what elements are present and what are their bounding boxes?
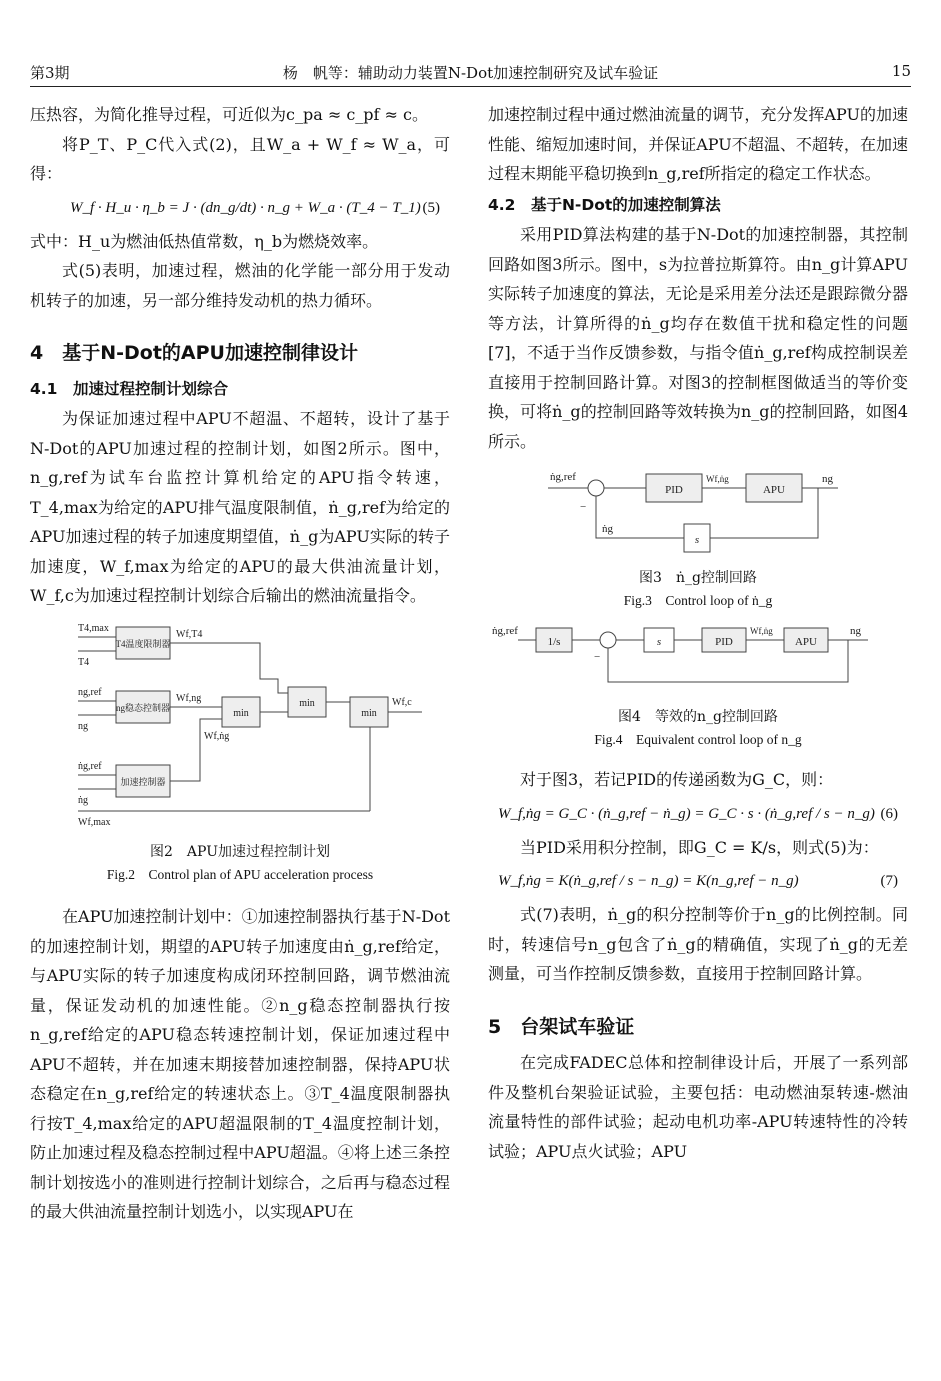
subsection-heading: 4.1 加速过程控制计划综合 bbox=[30, 379, 228, 398]
summing-junction bbox=[588, 480, 604, 496]
figure-3-caption-cn: 图3 ṅ_g控制回路 bbox=[639, 569, 757, 586]
paragraph: 将P_T、P_C代入式(2)，且W_a + W_f ≈ W_a，可得： bbox=[30, 134, 450, 183]
paragraph: 式(5)表明，加速过程，燃油的化学能一部分用于发动机转子的加速，另一部分维持发动机的热力循环。 bbox=[30, 261, 450, 310]
equation-7 bbox=[488, 862, 908, 900]
fig2-input-ndotref: ṅg,ref bbox=[78, 760, 102, 772]
running-title: 杨 帆等：辅助动力装置N-Dot加速控制研究及试车验证 bbox=[282, 64, 659, 82]
paragraph: 为保证加速过程中APU不超温、不超转，设计了基于N-Dot的APU加速过程的控制计划，如图2所示。图中，n_g,ref为试车台监控计算机给定的APU指令转速，T_4,max为给定的APU排气温度限制值，ṅ_g,ref为给定的APU加速过程的转子加速度期望值，ṅ_g为APU实际的转子加速度，W_f,max为给定的APU的最大供油流量计划，W_f,c为加速过程控制计划综合后输出的燃油流量指令。 bbox=[30, 409, 450, 605]
section-heading: 5 台架试车验证 bbox=[488, 1015, 635, 1038]
fig4-pid-label: PID bbox=[715, 635, 733, 648]
paragraph: 在完成FADEC总体和控制律设计后，开展了一系列部件及整机台架验证试验，主要包括：电动燃油泵转速-燃油流量特性的部件试验；起动电机功率-APU转速特性的冷转试验；APU点火试验；APU bbox=[488, 1053, 908, 1161]
summing-junction bbox=[600, 632, 616, 648]
equation-body: W_f,ṅg = G_C · (ṅ_g,ref − ṅ_g) = G_C · s · (ṅ_g,ref / s − n_g) bbox=[498, 805, 875, 822]
fig2-signal-wfc: Wf,c bbox=[392, 696, 412, 708]
paragraph: 当PID采用积分控制，即G_C = K/s，则式(5)为： bbox=[520, 837, 879, 857]
running-header bbox=[30, 58, 911, 87]
paragraph: 采用PID算法构建的基于N-Dot的加速控制器，其控制回路如图3所示。图中，s为拉普拉斯算符。由n_g计算APU实际转子加速度的算法，无论是采用差分法还是跟踪微分器等方法，计算所得的ṅ_g均存在数值干扰和稳定性的问题[7]，不适于当作反馈参数，与指令值ṅ_g,ref构成控制误差直接用于控制回路计算。对图3的控制框图做适当的等价变换，可将ṅ_g的控制回路等效转换为n_g的控制回路，如图4所示。 bbox=[488, 225, 908, 451]
fig2-signal-wfng: Wf,ng bbox=[176, 692, 202, 704]
paragraph: 压热容，为简化推导过程，可近似为c_pa ≈ c_pf ≈ c。 bbox=[30, 105, 428, 124]
fig2-min1-label: min bbox=[233, 707, 249, 719]
fig4-output: ng bbox=[850, 624, 861, 637]
figure-3 bbox=[488, 464, 908, 612]
fig2-input-t4max: T4,max bbox=[78, 622, 109, 634]
subsection-heading: 4.2 基于N-Dot的加速控制算法 bbox=[488, 195, 721, 214]
fig4-apu-label: APU bbox=[794, 635, 818, 648]
right-column bbox=[488, 100, 908, 1166]
figure-4-caption-cn: 图4 等效的n_g控制回路 bbox=[618, 709, 778, 725]
fig3-diagram bbox=[488, 464, 908, 556]
fig4-diagram bbox=[488, 620, 908, 696]
fig3-feedback: ṅg bbox=[602, 523, 613, 535]
fig3-s-label: s bbox=[694, 534, 700, 546]
figure-2 bbox=[30, 619, 450, 887]
fig3-input: ṅg,ref bbox=[550, 471, 576, 483]
fig2-ng-label: ng稳态控制器 bbox=[115, 702, 171, 713]
fig3-minus: − bbox=[580, 501, 587, 513]
equation-number: (5) bbox=[422, 199, 440, 216]
section-heading: 4 基于N-Dot的APU加速控制律设计 bbox=[30, 342, 358, 364]
paragraph: 式中：H_u为燃油低热值常数，η_b为燃烧效率。 bbox=[30, 231, 379, 251]
equation-6 bbox=[488, 795, 908, 833]
fig2-min2-label: min bbox=[299, 697, 315, 709]
paragraph: 在APU加速控制计划中：①加速控制器执行基于N-Dot的加速控制计划，期望的APU转子加速度由ṅ_g,ref给定，与APU实际的转子加速度构成闭环控制回路，调节燃油流量，保证发动机的加速性能。②n_g稳态控制器执行按n_g,ref给定的APU稳态转速控制计划，保证加速过程中APU不超转，并在加速末期接替加速控制器，保持APU状态稳定在n_g,ref给定的转速状态上。③T_4温度限制器执行按T_4,max给定的APU超温限制的T_4温度控制计划，防止加速过程及稳态控制过程中APU超温。④将上述三条控制计划按选小的准则进行控制计划综合，之后再与稳态过程的最大供油流量控制计划选小，以实现APU在 bbox=[30, 907, 450, 1221]
fig3-pid-label: PID bbox=[665, 484, 683, 496]
fig2-input-wfmax: Wf,max bbox=[78, 816, 111, 828]
fig2-input-ng: ng bbox=[78, 720, 88, 732]
fig4-minus: − bbox=[594, 650, 601, 663]
figure-4 bbox=[488, 620, 908, 752]
fig2-input-ngref: ng,ref bbox=[78, 686, 102, 698]
paragraph: 式(7)表明，ṅ_g的积分控制等价于n_g的比例控制。同时，转速信号n_g包含了ṅ_g的精确值，实现了ṅ_g的无差测量，可当作控制反馈参数，直接用于控制回路计算。 bbox=[488, 905, 908, 983]
fig2-signal-wft4: Wf,T4 bbox=[176, 628, 203, 640]
issue-number: 第3期 bbox=[30, 64, 70, 82]
paragraph: 加速控制过程中通过燃油流量的调节，充分发挥APU的加速性能、缩短加速时间，并保证APU不超温、不超转，在加速过程末期能平稳切换到n_g,ref所指定的稳定工作状态。 bbox=[488, 105, 908, 183]
figure-3-caption-en: Fig.3 Control loop of ṅ_g bbox=[623, 592, 773, 608]
left-column bbox=[30, 100, 450, 1227]
equation-body: W_f · H_u · η_b = J · (dn_g/dt) · n_g + W_a · (T_4 − T_1) bbox=[70, 199, 421, 216]
page-number: 15 bbox=[891, 62, 911, 80]
figure-2-caption-cn: 图2 APU加速过程控制计划 bbox=[150, 844, 330, 860]
fig4-s-label: s bbox=[656, 635, 662, 648]
equation-body: W_f,ṅg = K(ṅ_g,ref / s − n_g) = K(n_g,ref − n_g) bbox=[498, 873, 799, 889]
figure-2-caption-en: Fig.2 Control plan of APU acceleration process bbox=[106, 867, 374, 882]
fig4-int-label: 1/s bbox=[547, 635, 561, 648]
fig3-output: ng bbox=[822, 473, 833, 485]
fig2-signal-wfndot: Wf,ṅg bbox=[204, 730, 230, 742]
equation-number: (6) bbox=[880, 805, 898, 822]
equation-number: (7) bbox=[880, 873, 898, 889]
equation-5 bbox=[30, 189, 450, 227]
fig4-signal: Wf,ṅg bbox=[750, 625, 773, 636]
fig2-t4-label: T4温度限制器 bbox=[115, 638, 171, 649]
fig4-input: ṅg,ref bbox=[492, 624, 518, 637]
fig2-input-t4: T4 bbox=[78, 656, 90, 668]
fig2-min3-label: min bbox=[361, 707, 377, 719]
fig2-diagram bbox=[30, 619, 450, 831]
fig2-input-ndot: ṅg bbox=[78, 794, 88, 806]
fig3-signal: Wf,ṅg bbox=[706, 474, 729, 484]
fig3-apu-label: APU bbox=[762, 484, 786, 496]
figure-4-caption-en: Fig.4 Equivalent control loop of n_g bbox=[594, 732, 802, 747]
paragraph: 对于图3，若记PID的传递函数为G_C，则： bbox=[520, 770, 834, 789]
fig2-acc-label: 加速控制器 bbox=[120, 776, 166, 787]
